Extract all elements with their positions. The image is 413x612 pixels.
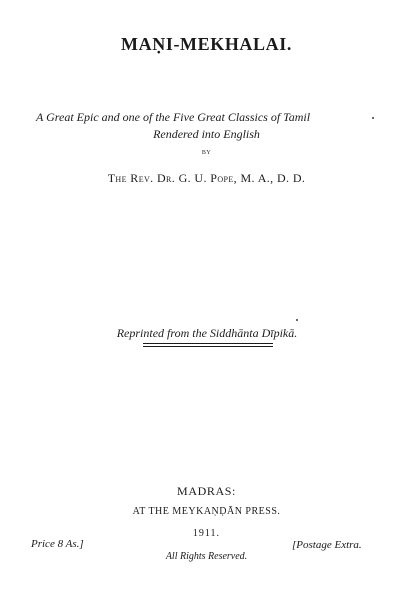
book-title: MAṆI-MEKHALAI.: [121, 34, 292, 54]
author-line: The Rev. Dr. G. U. Pope, M. A., D. D.: [107, 171, 306, 185]
speck: [372, 117, 374, 119]
reprint-note: Reprinted from the Siddhānta Dīpikā.: [116, 326, 298, 340]
price-note: Price 8 As.]: [31, 538, 84, 550]
by-label: BY: [201, 150, 212, 156]
speck: [296, 319, 298, 321]
subtitle-line-1: A Great Epic and one of the Five Great Classics of Tamil: [36, 110, 311, 124]
subtitle-line-2: Rendered into English: [153, 127, 260, 141]
publisher-city: MADRAS:: [177, 484, 236, 498]
rights-notice: All Rights Reserved.: [165, 551, 248, 562]
postage-note: [Postage Extra.: [292, 539, 362, 551]
publisher-press: AT THE MEYKAṆḌĀN PRESS.: [132, 506, 281, 517]
reprint-rule-bottom: [143, 346, 273, 347]
publication-year: 1911.: [192, 528, 221, 539]
reprint-rule-top: [143, 343, 273, 344]
